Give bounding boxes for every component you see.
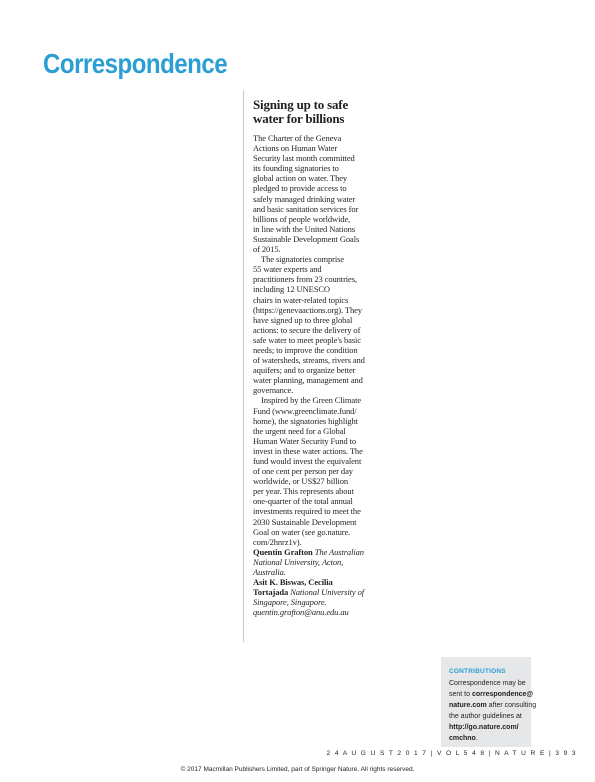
body-line: in line with the United Nations [253, 223, 355, 234]
body-line: safe water to meet people's basic [253, 334, 361, 345]
article-body [253, 133, 377, 618]
paragraph-3 [253, 395, 377, 546]
body-line: global action on water. They [253, 173, 348, 184]
author-name: Asit K. Biswas, Cecilia [253, 577, 333, 588]
body-line: pledged to provide access to [253, 183, 347, 194]
affiliation: Australia. [253, 567, 286, 578]
body-line: Sustainable Development Goals [253, 233, 360, 244]
body-line: needs; to improve the condition [253, 344, 358, 355]
signature-line [253, 567, 377, 577]
body-line: of watersheds, streams, rivers and [253, 355, 365, 366]
signature-block [253, 547, 377, 618]
signature-line [253, 547, 377, 557]
box-line [449, 733, 531, 744]
signature-line [253, 557, 377, 567]
box-line [449, 722, 531, 733]
body-line: have signed up to three global [253, 314, 353, 325]
affiliation: The Australian [314, 546, 364, 557]
body-line: the urgent need for a Global [253, 425, 346, 436]
body-line: governance. [253, 385, 294, 396]
body-line: including 12 UNESCO [253, 284, 330, 295]
box-line [449, 700, 537, 711]
article [253, 98, 377, 618]
headline-line: Signing up to safe [253, 97, 349, 112]
body-line: fund would invest the equivalent [253, 456, 362, 466]
contributions-title: CONTRIBUTIONS [449, 668, 506, 675]
page-folio: 2 4 A U G U S T 2 0 1 7 | V O L 5 4 8 | N A T U R E | 3 9 3 [326, 750, 577, 757]
paragraph-1 [253, 133, 377, 254]
body-line: Fund (www.greenclimate.fund/ [253, 405, 357, 416]
article-headline [253, 98, 377, 126]
guidelines-link[interactable]: http://go.nature.com/ [449, 724, 519, 731]
email-link[interactable]: nature.com [449, 702, 487, 709]
body-line: aquifers; and to organize better [253, 365, 356, 376]
author-name: Quentin Grafton [253, 546, 313, 557]
signature-line [253, 577, 377, 587]
email-link[interactable]: quentin.grafton@anu.edu.au [253, 607, 349, 618]
affiliation: National University of [290, 587, 365, 598]
body-line: of one cent per person per day [253, 466, 353, 477]
contributions-box [441, 657, 537, 747]
body-line: Goal on water (see go.nature. [253, 526, 351, 537]
body-line: actions: to secure the delivery of [253, 324, 361, 335]
body-line: 2030 Sustainable Development [253, 516, 357, 527]
column-divider [243, 90, 244, 642]
body-line: its founding signatories to [253, 163, 339, 174]
body-line: Actions on Human Water [253, 143, 338, 154]
signature-line [253, 607, 377, 617]
body-line: Human Water Security Fund to [253, 435, 357, 446]
body-line: Inspired by the Green Climate [261, 395, 362, 406]
body-line: and basic sanitation services for [253, 203, 359, 214]
body-line: safely managed drinking water [253, 193, 356, 204]
body-line: practitioners from 23 countries, [253, 274, 357, 285]
box-line [449, 689, 534, 700]
body-line: 55 water experts and [253, 264, 322, 275]
body-line: worldwide, or US$27 billion [253, 476, 349, 487]
body-line: (https://genevaactions.org). They [253, 304, 362, 315]
signature-line [253, 587, 377, 597]
signature-line [253, 597, 377, 607]
email-link[interactable]: correspondence@ [471, 691, 534, 698]
body-line: billions of people worldwide, [253, 213, 351, 224]
author-name: Tortajada [253, 587, 289, 598]
body-line: investments required to meet the [253, 506, 361, 517]
guidelines-link[interactable]: cmchno [449, 735, 476, 742]
body-line: home), the signatories highlight [253, 415, 358, 426]
body-line: per year. This represents about [253, 486, 354, 497]
body-line: of 2015. [253, 244, 281, 255]
box-line: the author guidelines at [449, 713, 522, 720]
affiliation: Singapore, Singapore. [253, 597, 327, 608]
body-line: com/2hnrz1v). [253, 536, 302, 547]
box-text: after consulting [486, 702, 537, 709]
body-line: invest in these water actions. The [253, 445, 363, 456]
box-text: sent to [449, 691, 472, 698]
body-line: The signatories comprise [261, 254, 345, 265]
section-title: Correspondence [43, 48, 228, 79]
copyright-line: © 2017 Macmillan Publishers Limited, part of Springer Nature. All rights reserved. [180, 766, 415, 773]
box-text: . [475, 735, 478, 742]
box-line: Correspondence may be [449, 680, 526, 687]
body-line: chairs in water-related topics [253, 294, 349, 305]
body-line: water planning, management and [253, 375, 363, 386]
body-line: The Charter of the Geneva [253, 133, 342, 143]
affiliation: National University, Acton, [253, 556, 344, 567]
body-line: Security last month committed [253, 153, 355, 164]
body-line: one-quarter of the total annual [253, 496, 353, 507]
headline-line: water for billions [253, 111, 345, 126]
paragraph-2 [253, 254, 377, 395]
